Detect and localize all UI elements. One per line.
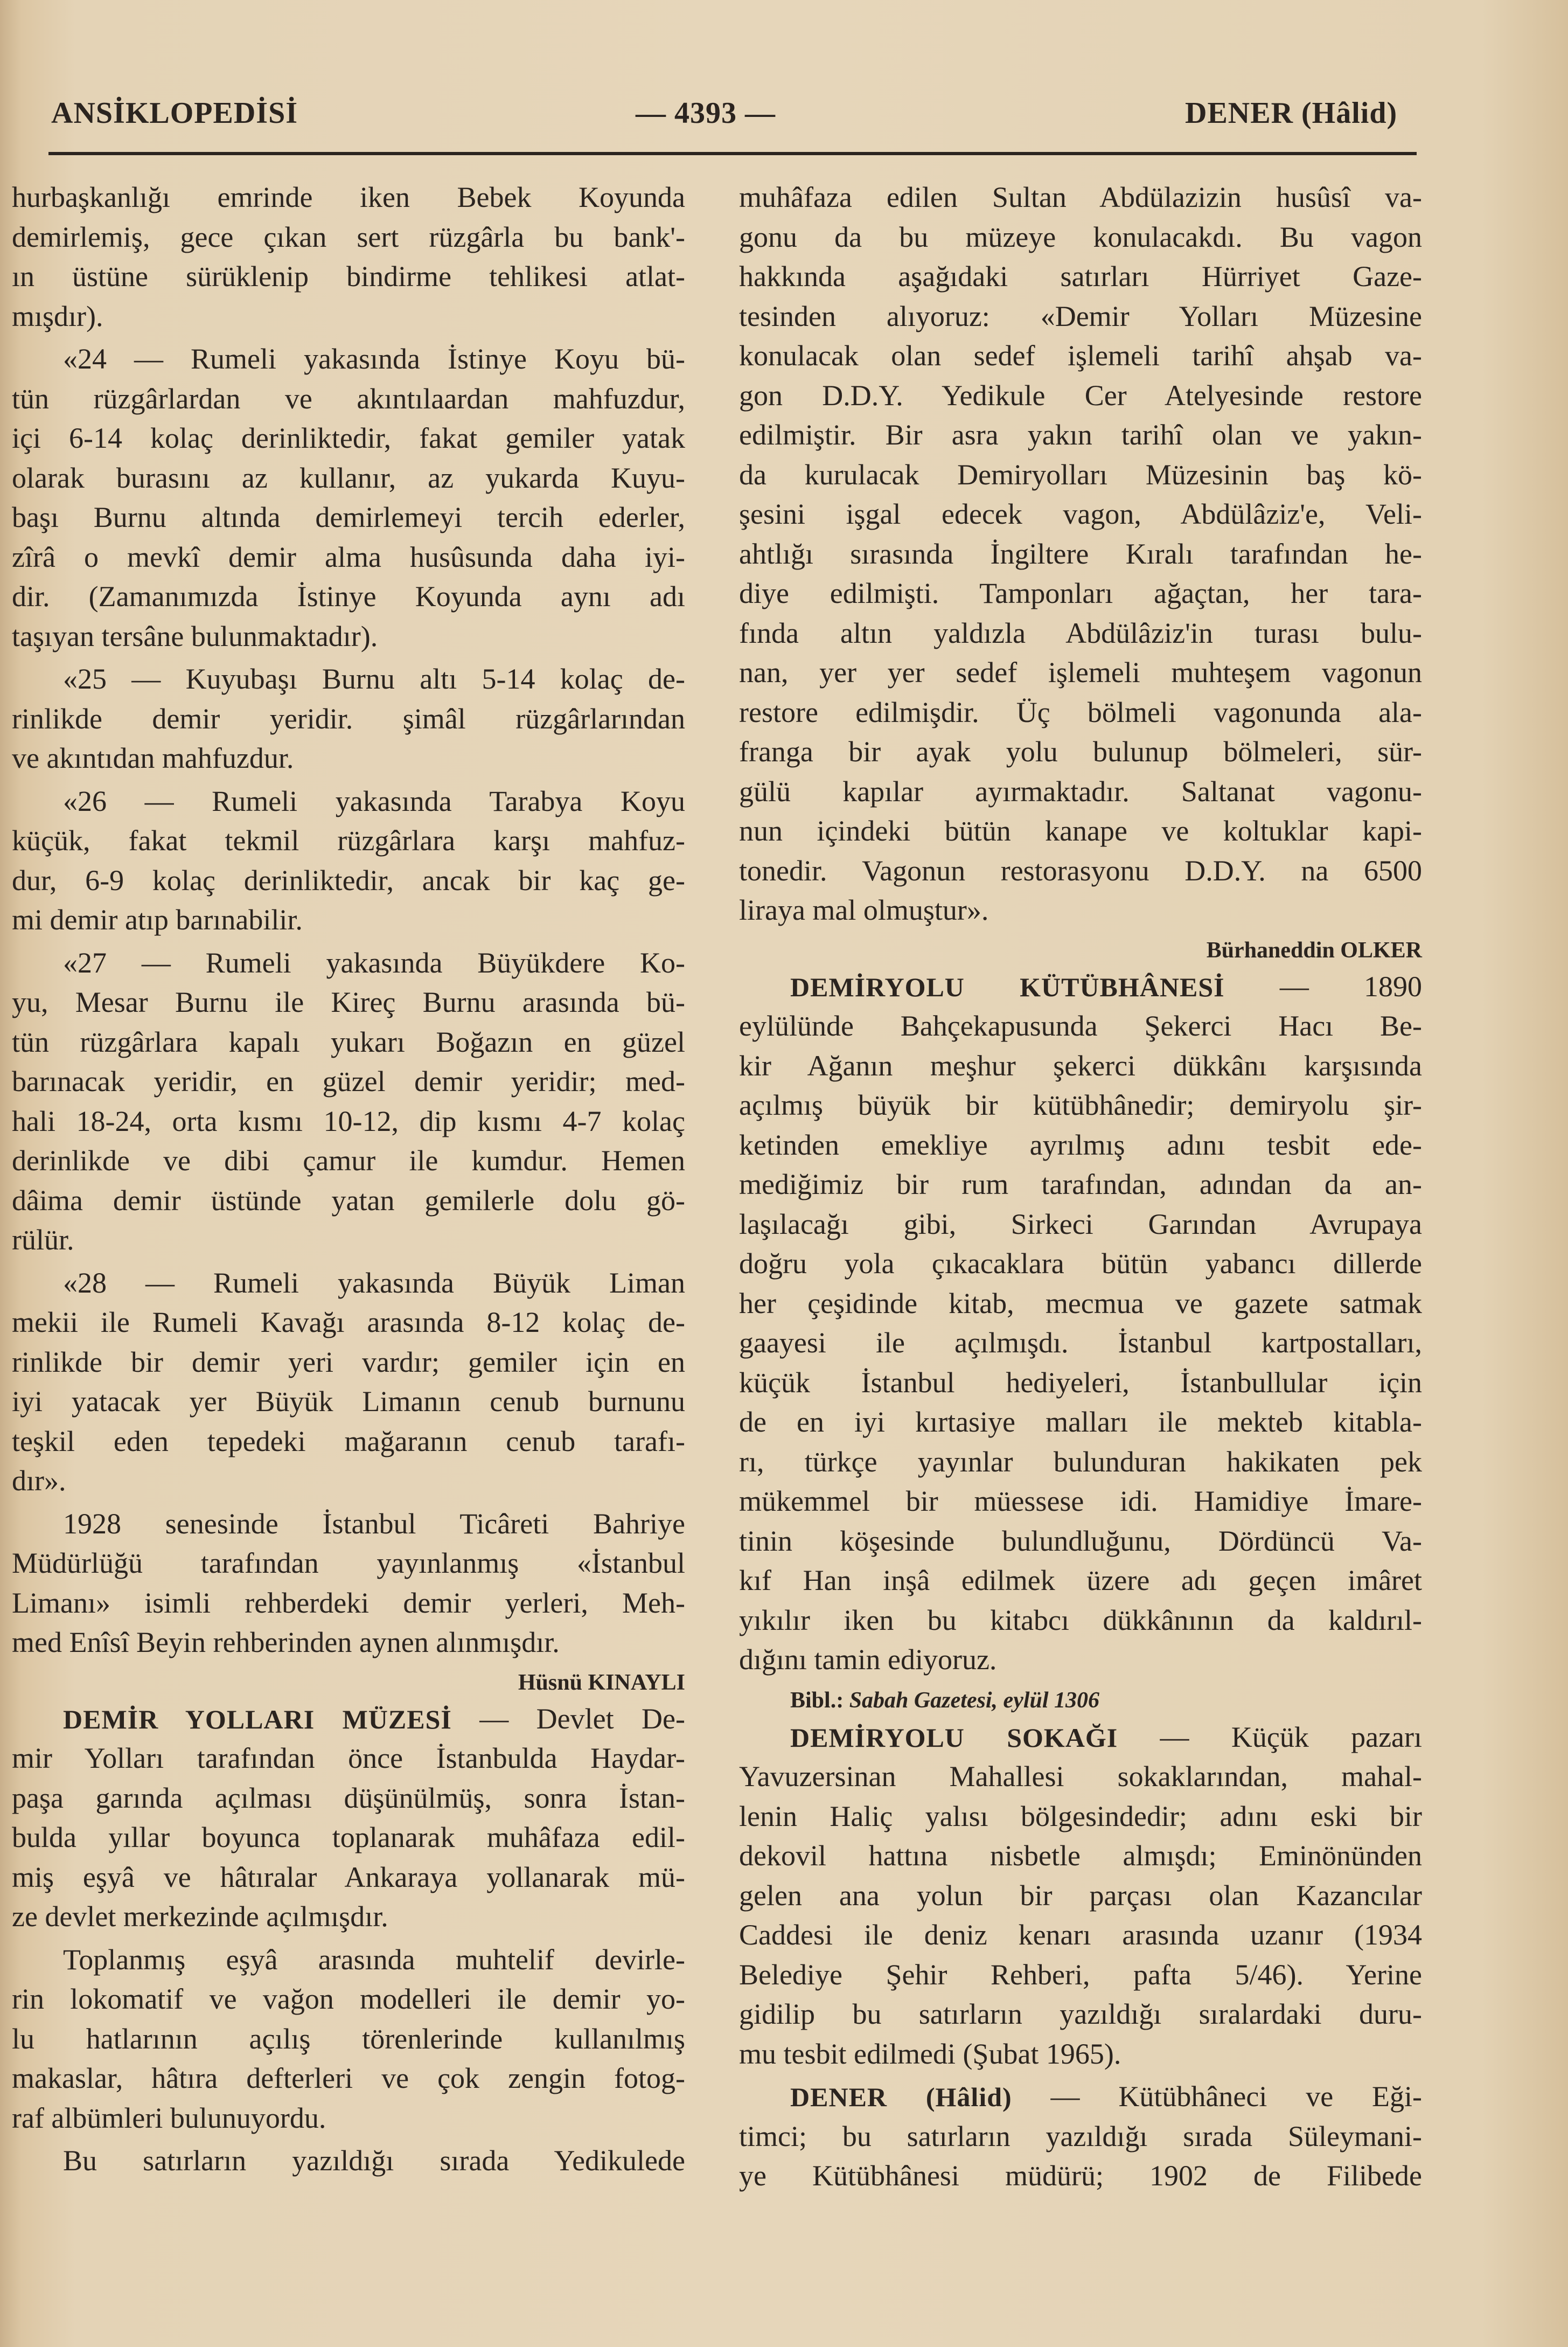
line-text: rin lokomatif ve vağon modelleri ile demir yo- <box>12 1983 685 2015</box>
text-line <box>12 617 685 657</box>
line-text: her çeşidinde kitab, mecmua ve gazete satmak <box>739 1287 1422 1320</box>
line-text: Müdürlüğü tarafından yayınlanmış «İstanbul <box>12 1547 685 1579</box>
line-text: iyi yatacak yer Büyük Limanın cenub burnunu <box>12 1385 685 1418</box>
line-text: gidilip bu satırların yazıldığı sıralardaki duru- <box>739 1998 1422 2030</box>
line-text: ye Kütübhânesi müdürü; 1902 de Filibede <box>739 2159 1422 2192</box>
text-line <box>12 538 685 578</box>
text-line <box>739 614 1422 654</box>
author-signature: Bürhaneddin OLKER <box>1206 938 1422 963</box>
text-line <box>739 1955 1422 1995</box>
line-text: küçük, fakat tekmil rüzgârlara karşı mahfuz- <box>12 824 685 857</box>
text-line <box>739 1323 1422 1363</box>
text-line <box>739 1046 1422 1086</box>
text-line <box>12 1940 685 1980</box>
text-line <box>12 498 685 538</box>
line-text: tün rüzgârlara kapalı yukarı Boğazın en güzel <box>12 1025 685 1058</box>
line-text: kıf Han inşâ edilmek üzere adı geçen imâret <box>739 1564 1422 1596</box>
text-line <box>739 1205 1422 1245</box>
text-line <box>12 1023 685 1063</box>
text-line <box>12 2141 685 2181</box>
text-line <box>739 1006 1422 1046</box>
text-line <box>12 1422 685 1462</box>
text-line <box>12 739 685 779</box>
text-line <box>739 967 1422 1007</box>
line-text: mu tesbit edilmedi (Şubat 1965). <box>739 2037 1121 2070</box>
text-line <box>739 1244 1422 1284</box>
text-line <box>12 659 685 699</box>
text-line <box>12 943 685 983</box>
text-line <box>12 1779 685 1818</box>
text-line <box>739 376 1422 416</box>
text-line <box>739 811 1422 851</box>
text-line <box>739 297 1422 337</box>
line-text: — Küçük pazarı <box>1118 1720 1422 1753</box>
line-text: nan, yer yer sedef işlemeli muhteşem vagonun <box>739 656 1422 689</box>
line-text: Caddesi ile deniz kenarı arasında uzanır (1934 <box>739 1919 1422 1951</box>
text-line <box>12 782 685 822</box>
text-line <box>739 1522 1422 1561</box>
text-line <box>739 1601 1422 1641</box>
line-text: makaslar, hâtıra defterleri ve çok zengin fotog- <box>12 2062 685 2094</box>
line-text: yıkılır iken bu kitabcı dükkânının da kaldırıl- <box>739 1603 1422 1636</box>
text-line <box>739 257 1422 297</box>
line-text: hurbaşkanlığı emrinde iken Bebek Koyunda <box>12 181 685 213</box>
text-line <box>12 1584 685 1623</box>
line-text: ahtlığı sırasında İngiltere Kıralı tarafından he- <box>739 537 1422 570</box>
line-text: rülür. <box>12 1224 74 1256</box>
line-text: mir Yolları tarafından önce İstanbulda Haydar- <box>12 1742 685 1774</box>
line-text: dâima demir üstünde yatan gemilerle dolu gö- <box>12 1184 685 1217</box>
header-rule <box>48 152 1417 155</box>
text-line <box>12 1303 685 1343</box>
text-line <box>12 1343 685 1383</box>
line-text: derinlikde ve dibi çamur ile kumdur. Hemen <box>12 1144 685 1177</box>
encyclopedia-entry <box>739 967 1422 1680</box>
line-text: gelen ana yolun bir parçası olan Kazancılar <box>739 1879 1422 1912</box>
line-text: edilmiştir. Bir asra yakın tarihî olan ve yakın- <box>739 419 1422 451</box>
text-line <box>739 851 1422 891</box>
text-line <box>739 415 1422 455</box>
line-text: gülü kapılar ayırmaktadır. Saltanat vagonu- <box>739 775 1422 808</box>
paragraph <box>12 178 685 336</box>
text-line <box>739 1126 1422 1165</box>
line-text: zîrâ o mevkî demir alma husûsunda daha iyi- <box>12 540 685 573</box>
line-text: tün rüzgârlardan ve akıntılaardan mahfuzdur, <box>12 382 685 415</box>
line-text: muhâfaza edilen Sultan Abdülazizin husûsî va- <box>739 181 1422 213</box>
text-line <box>12 218 685 258</box>
text-line <box>739 495 1422 534</box>
line-text: «27 — Rumeli yakasında Büyükdere Ko- <box>63 946 685 979</box>
entry-heading: DEMİRYOLU KÜTÜBHÂNESİ <box>790 971 1225 1002</box>
text-line <box>12 821 685 861</box>
text-line <box>739 693 1422 733</box>
text-line <box>739 2156 1422 2196</box>
line-text: bulda yıllar boyunca toplanarak muhâfaza edil- <box>12 1821 685 1853</box>
line-text: rinlikde bir demir yeri vardır; gemiler için en <box>12 1345 685 1378</box>
text-line <box>12 1739 685 1779</box>
line-text: Belediye Şehir Rehberi, pafta 5/46). Yerine <box>739 1958 1422 1991</box>
line-text: eylülünde Bahçekapusunda Şekerci Hacı Be- <box>739 1010 1422 1042</box>
text-line <box>12 297 685 337</box>
line-text: diye edilmişti. Tamponları ağaçtan, her tara- <box>739 577 1422 609</box>
text-line <box>739 1640 1422 1680</box>
running-header-right: DENER (Hâlid) <box>1185 96 1398 130</box>
text-line <box>12 1382 685 1422</box>
text-line <box>739 1876 1422 1916</box>
running-header-left: ANSİKLOPEDİSİ <box>51 96 298 130</box>
text-line <box>739 1402 1422 1442</box>
line-text: «28 — Rumeli yakasında Büyük Liman <box>63 1266 685 1299</box>
text-line <box>739 2117 1422 2157</box>
line-text: lu hatlarının açılış törenlerinde kullanılmış <box>12 2022 685 2055</box>
encyclopedia-entry <box>739 2077 1422 2196</box>
line-text: açılmış büyük bir kütübhânedir; demiryolu şir- <box>739 1089 1422 1121</box>
text-line <box>12 178 685 218</box>
line-text: paşa garında açılması düşünülmüş, sonra İstan- <box>12 1781 685 1814</box>
text-line <box>739 1718 1422 1758</box>
text-line <box>12 1699 685 1739</box>
line-text: gon D.D.Y. Yedikule Cer Atelyesinde restore <box>739 379 1422 412</box>
line-text: ın üstüne sürüklenip bindirme tehlikesi atlat- <box>12 260 685 293</box>
left-column <box>12 178 685 2184</box>
line-text: da kurulacak Demiryolları Müzesinin baş kö- <box>739 458 1422 491</box>
line-text: dekovil hattına nisbetle almışdı; Eminönünden <box>739 1839 1422 1872</box>
text-line <box>739 2077 1422 2117</box>
text-line <box>739 455 1422 495</box>
line-text: de en iyi kırtasiye malları ile mekteb kitabla- <box>739 1406 1422 1438</box>
line-text: timci; bu satırların yazıldığı sırada Süleymani- <box>739 2120 1422 2152</box>
text-line <box>739 1995 1422 2034</box>
line-text: Toplanmış eşyâ arasında muhtelif devirle- <box>63 1943 685 1976</box>
text-line <box>12 459 685 498</box>
line-text: içi 6-14 kolaç derinliktedir, fakat gemiler yatak <box>12 422 685 454</box>
text-line <box>739 534 1422 574</box>
line-text: mi demir atıp barınabilir. <box>12 904 303 936</box>
text-line <box>739 1757 1422 1797</box>
paragraph <box>739 178 1422 931</box>
text-line <box>739 218 1422 258</box>
text-line <box>12 1141 685 1181</box>
entry-heading: DEMİRYOLU SOKAĞI <box>790 1722 1118 1753</box>
line-text: lenin Haliç yalısı bölgesindedir; adını eski bir <box>739 1800 1422 1832</box>
line-text: «24 — Rumeli yakasında İstinye Koyu bü- <box>63 343 685 375</box>
text-line <box>12 1220 685 1260</box>
line-text: dır». <box>12 1464 66 1497</box>
line-text: hakkında aşağıdaki satırları Hürriyet Gaze- <box>739 260 1422 293</box>
text-line <box>12 1102 685 1142</box>
paragraph <box>12 1504 685 1663</box>
text-line <box>12 1263 685 1303</box>
line-text: mediğimiz bir rum tarafından, adından da an- <box>739 1168 1422 1200</box>
text-line <box>12 1623 685 1663</box>
text-line <box>12 1897 685 1937</box>
line-text: ketinden emekliye ayrılmış adını tesbit ede- <box>739 1128 1422 1161</box>
text-line <box>739 1561 1422 1601</box>
bibliography-line <box>739 1683 1422 1718</box>
text-line <box>12 2059 685 2099</box>
text-line <box>12 419 685 459</box>
text-line <box>12 1858 685 1898</box>
line-text: küçük İstanbul hediyeleri, İstanbullular için <box>739 1366 1422 1399</box>
line-text: taşıyan tersâne bulunmaktadır). <box>12 620 378 652</box>
line-text: barınacak yeridir, en güzel demir yeridir; med- <box>12 1065 685 1098</box>
paragraph <box>12 1263 685 1501</box>
text-line <box>739 1442 1422 1482</box>
line-text: «25 — Kuyubaşı Burnu altı 5-14 kolaç de- <box>63 663 685 695</box>
line-text: mekii ile Rumeli Kavağı arasında 8-12 kolaç de- <box>12 1306 685 1338</box>
line-text: Limanı» isimli rehberdeki demir yerleri, Meh- <box>12 1586 685 1619</box>
text-line <box>12 2019 685 2059</box>
line-text: şesini işgal edecek vagon, Abdülâziz'e, Veli- <box>739 498 1422 530</box>
line-text: doğru yola çıkacaklara bütün yabancı dillerde <box>739 1247 1422 1280</box>
line-text: hali 18-24, orta kısmı 10-12, dip kısmı 4-7 kolaç <box>12 1105 685 1137</box>
line-text: yu, Mesar Burnu ile Kireç Burnu arasında bü- <box>12 986 685 1018</box>
entry-heading: DENER (Hâlid) <box>790 2082 1012 2112</box>
line-text: laşılacağı gibi, Sirkeci Garından Avrupaya <box>739 1207 1422 1240</box>
line-text: mükemmel bir müessese idi. Hamidiye İmare- <box>739 1485 1422 1517</box>
text-line <box>12 900 685 940</box>
paragraph <box>12 2141 685 2181</box>
line-text: — 1890 <box>1224 970 1423 1003</box>
text-line <box>12 1544 685 1584</box>
line-text: teşkil eden tepedeki mağaranın cenub tarafı- <box>12 1425 685 1457</box>
line-text: tesinden alıyoruz: «Demir Yolları Müzesine <box>739 300 1422 332</box>
line-text: rinlikde demir yeridir. şimâl rüzgârlarından <box>12 702 685 735</box>
line-text: mışdır). <box>12 300 103 332</box>
line-text: miş eşyâ ve hâtıralar Ankaraya yollanarak mü- <box>12 1860 685 1893</box>
paragraph <box>12 1940 685 2138</box>
line-text: olarak burasını az kullanır, az yukarda Kuyu- <box>12 461 685 494</box>
author-signature: Hüsnü KINAYLI <box>518 1670 685 1695</box>
paragraph <box>12 782 685 940</box>
text-line <box>739 1915 1422 1955</box>
text-line <box>12 861 685 901</box>
text-line <box>739 891 1422 931</box>
text-line <box>739 178 1422 218</box>
text-line <box>739 1086 1422 1126</box>
text-line <box>739 653 1422 693</box>
line-text: ze devlet merkezinde açılmışdır. <box>12 1900 388 1933</box>
text-line <box>12 339 685 379</box>
page-number: — 4393 — <box>636 96 776 130</box>
line-text: — Kütübhâneci ve Eği- <box>1012 2080 1422 2113</box>
text-line <box>739 1836 1422 1876</box>
text-line <box>12 1062 685 1102</box>
text-line <box>12 1461 685 1501</box>
text-line <box>12 257 685 297</box>
text-line <box>739 336 1422 376</box>
paragraph <box>12 339 685 656</box>
line-text: ve akıntıdan mahfuzdur. <box>12 742 294 774</box>
text-line <box>739 2034 1422 2074</box>
line-text: liraya mal olmuştur». <box>739 894 989 926</box>
line-text: dığını tamin ediyoruz. <box>739 1643 997 1676</box>
text-line <box>739 1797 1422 1837</box>
line-text: restore edilmişdir. Üç bölmeli vagonunda ala- <box>739 696 1422 728</box>
line-text: «26 — Rumeli yakasında Tarabya Koyu <box>63 784 685 817</box>
line-text: franga bir ayak yolu bulunup bölmeleri, sür- <box>739 735 1422 768</box>
line-text: raf albümleri bulunuyordu. <box>12 2101 326 2134</box>
line-text: demirlemiş, gece çıkan sert rüzgârla bu bank'- <box>12 220 685 253</box>
line-text: dur, 6-9 kolaç derinliktedir, ancak bir kaç ge- <box>12 864 685 897</box>
encyclopedia-entry <box>12 1699 685 1937</box>
text-line <box>739 1482 1422 1522</box>
text-line <box>739 574 1422 614</box>
encyclopedia-entry <box>739 1718 1422 2074</box>
entry-heading: DEMİR YOLLARI MÜZESİ <box>63 1704 452 1734</box>
text-line <box>739 772 1422 812</box>
line-text: dir. (Zamanımızda İstinye Koyunda aynı adı <box>12 580 685 613</box>
line-text: rı, türkçe yayınlar bulunduran hakikaten pek <box>739 1445 1422 1478</box>
paragraph <box>12 943 685 1260</box>
line-text: gonu da bu müzeye konulacakdı. Bu vagon <box>739 220 1422 253</box>
bibliography-label: Bibl.: <box>790 1688 844 1713</box>
text-line <box>12 983 685 1023</box>
line-text: — Devlet De- <box>451 1702 685 1735</box>
text-line <box>739 1363 1422 1403</box>
text-line <box>12 1181 685 1221</box>
line-text: nun içindeki bütün kanape ve koltuklar kapi- <box>739 815 1422 847</box>
line-text: med Enîsî Beyin rehberinden aynen alınmışdır. <box>12 1626 560 1658</box>
line-text: kir Ağanın meşhur şekerci dükkânı karşısında <box>739 1049 1422 1082</box>
text-line <box>739 732 1422 772</box>
text-line <box>12 379 685 419</box>
text-line <box>12 1504 685 1544</box>
text-line <box>12 1818 685 1858</box>
bibliography-source: Sabah Gazetesi, eylül 1306 <box>844 1688 1100 1713</box>
paragraph <box>12 659 685 779</box>
line-text: Yavuzersinan Mahallesi sokaklarından, mahal- <box>739 1760 1422 1793</box>
right-column <box>739 178 1422 2199</box>
line-text: gaayesi ile açılmışdı. İstanbul kartpostalları, <box>739 1327 1422 1359</box>
line-text: Bu satırların yazıldığı sırada Yedikulede <box>63 2144 685 2177</box>
line-text: konulacak olan sedef işlemeli tarihî ahşab va- <box>739 339 1422 372</box>
text-line <box>739 1284 1422 1324</box>
line-text: 1928 senesinde İstanbul Ticâreti Bahriye <box>63 1507 685 1540</box>
line-text: tinin köşesinde bulundluğunu, Dördüncü Va- <box>739 1524 1422 1557</box>
line-text: tonedir. Vagonun restorasyonu D.D.Y. na 6500 <box>739 854 1422 887</box>
line-text: başı Burnu altında demirlemeyi tercih ederler, <box>12 501 685 533</box>
text-line <box>12 1980 685 2019</box>
text-line <box>12 699 685 739</box>
text-line <box>12 577 685 617</box>
line-text: fında altın yaldızla Abdülâziz'in turası bulu- <box>739 616 1422 649</box>
text-line <box>739 1165 1422 1205</box>
text-line <box>12 2099 685 2138</box>
